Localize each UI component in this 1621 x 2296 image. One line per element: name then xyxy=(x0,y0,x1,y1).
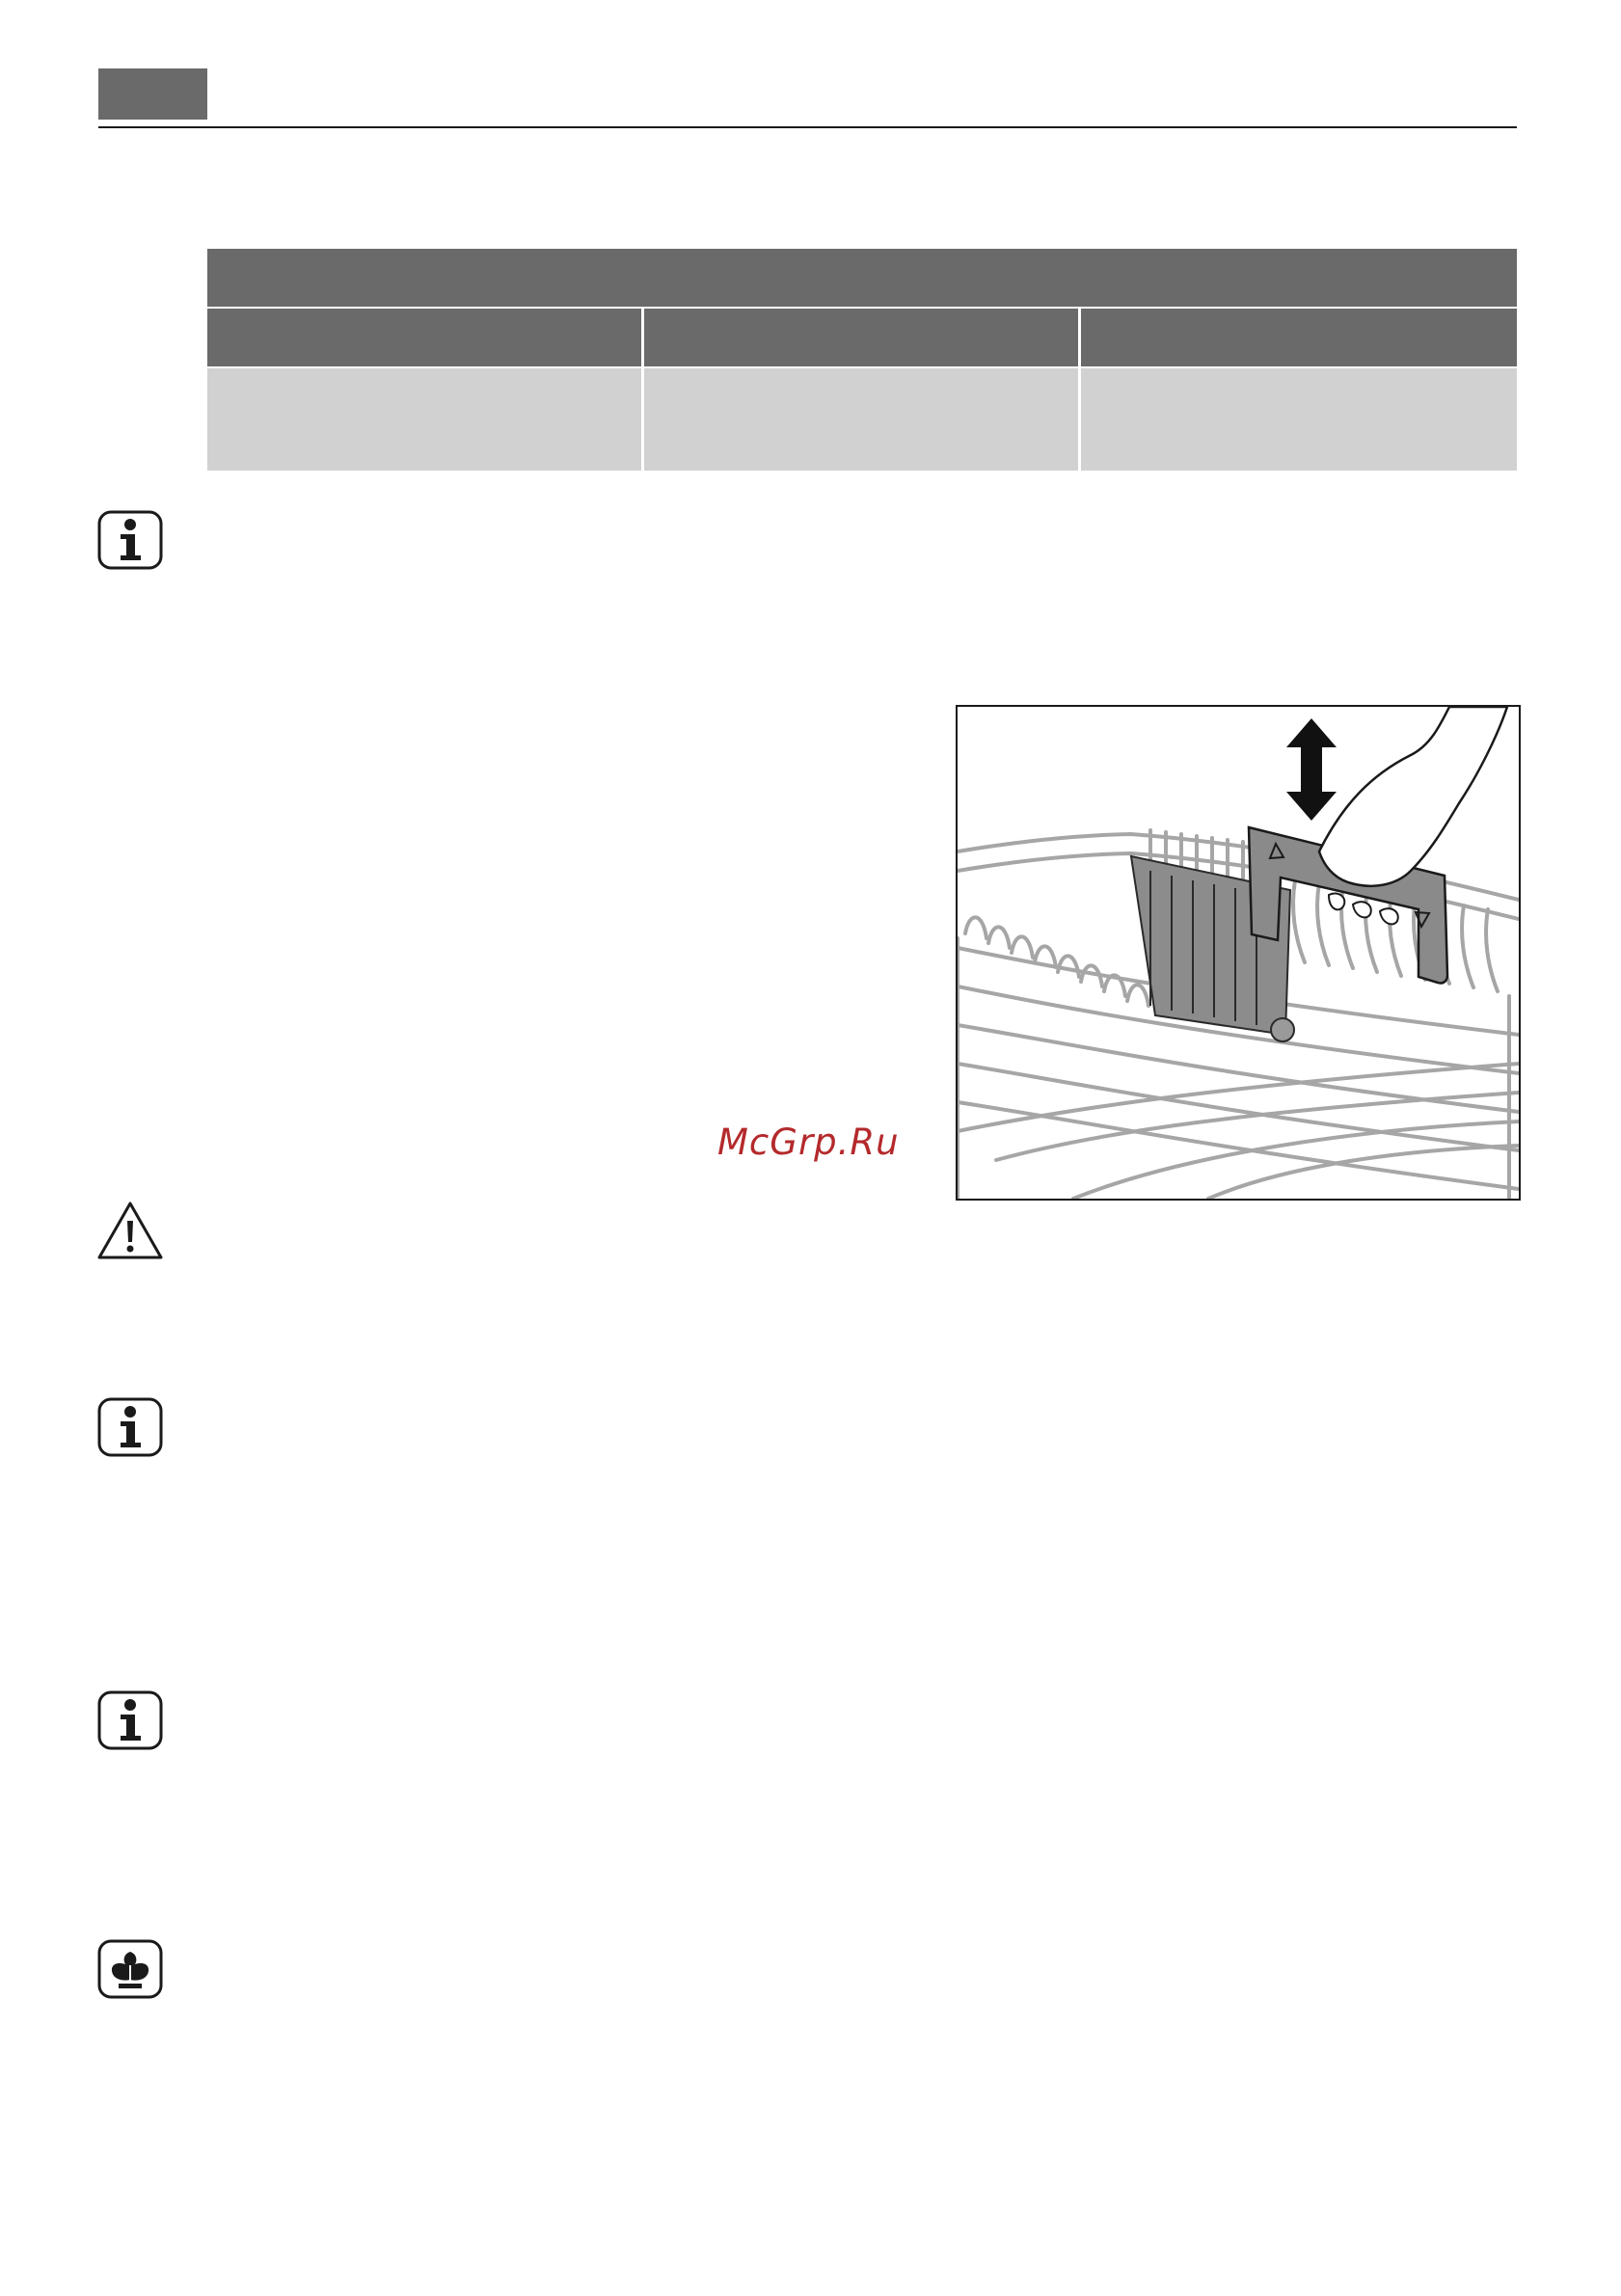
environment-icon xyxy=(96,1938,164,2000)
page-number-tab xyxy=(98,68,207,120)
table-cell-2 xyxy=(644,368,1078,471)
table-cell-3 xyxy=(1081,368,1517,471)
warning-icon xyxy=(96,1200,164,1261)
table-cell-1 xyxy=(207,368,641,471)
info-icon xyxy=(96,509,164,571)
table-title-bar xyxy=(207,249,1517,307)
header-rule xyxy=(98,126,1517,128)
table-header-cell-2 xyxy=(644,309,1078,366)
info-icon xyxy=(96,1689,164,1751)
info-icon xyxy=(96,1396,164,1458)
table-header-cell-1 xyxy=(207,309,641,366)
watermark: McGrp.Ru xyxy=(717,1121,900,1163)
table-header-cell-3 xyxy=(1081,309,1517,366)
plate-support-illustration xyxy=(956,705,1521,1201)
